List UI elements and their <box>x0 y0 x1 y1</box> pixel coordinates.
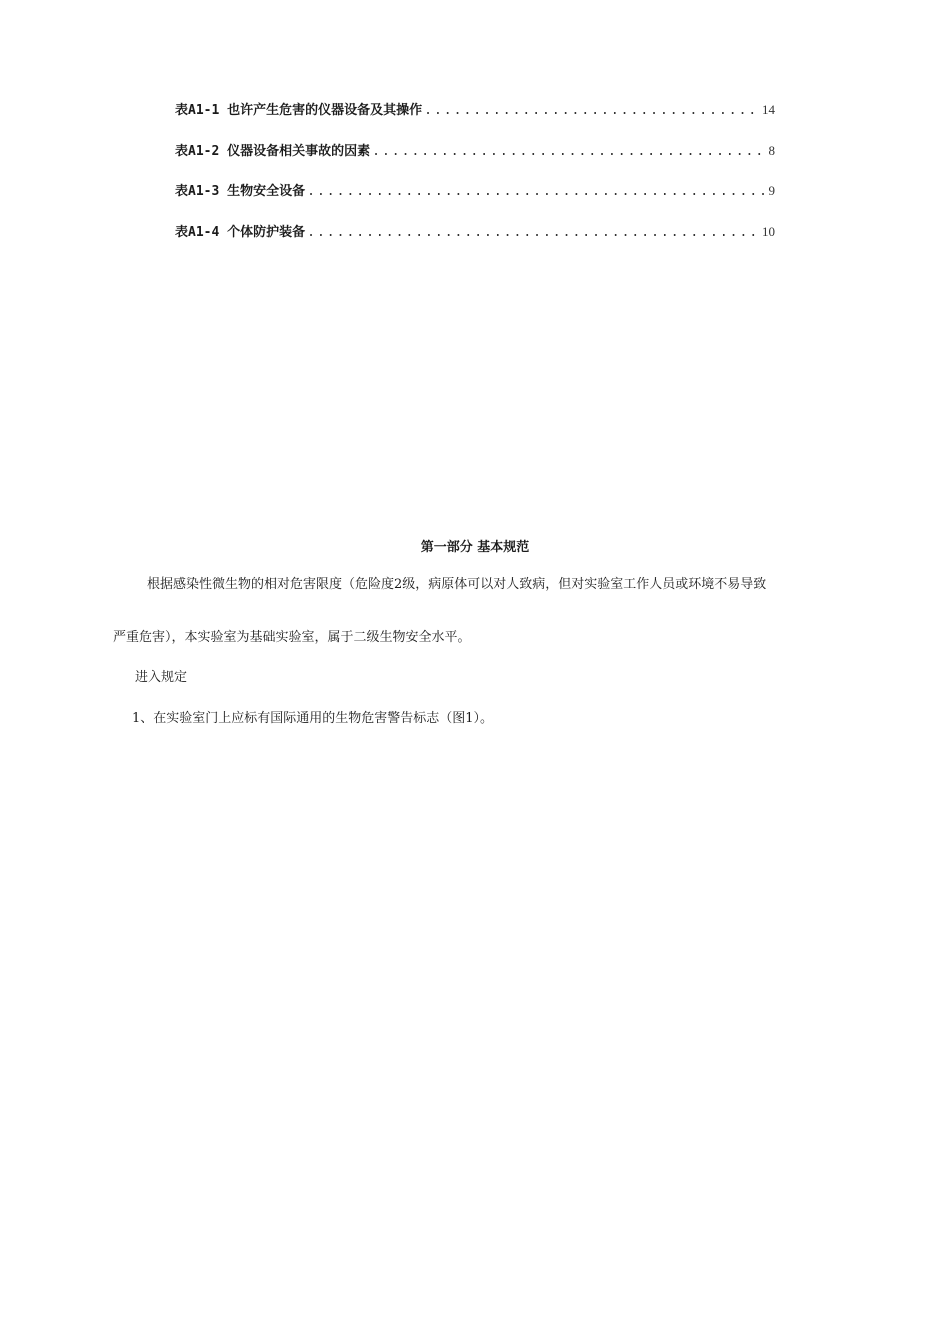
toc-entry[interactable] <box>175 100 775 120</box>
toc-entry-label: 表A1-2 仪器设备相关事故的因素 <box>175 143 371 159</box>
table-of-contents <box>175 100 775 262</box>
toc-dot-leader <box>307 182 766 202</box>
toc-page-number: 8 <box>768 142 775 158</box>
toc-entry-label: 表A1-4 个体防护装备 <box>175 224 306 240</box>
toc-entry-label: 表A1-3 生物安全设备 <box>175 184 306 199</box>
paragraph-line: 严重危害），本实验室为基础实验室，属于二级生物安全水平。 <box>113 630 471 645</box>
list-item: 1、在实验室门上应标有国际通用的生物危害警告标志（图1）。 <box>132 711 494 726</box>
toc-dot-leader <box>424 101 760 121</box>
paragraph-line: 根据感染性微生物的相对危害限度（危险度2级，病原体可以对人致病，但对实验室工作人员或环境不易导致 <box>147 577 767 592</box>
toc-entry-label: 表A1-1 也许产生危害的仪器设备及其操作 <box>175 103 423 118</box>
toc-entry[interactable] <box>175 222 775 242</box>
toc-page-number: 14 <box>762 102 775 117</box>
toc-page-number: 10 <box>762 223 775 239</box>
section-title: 第一部分 基本规范 <box>420 540 530 555</box>
toc-dot-leader <box>372 142 766 162</box>
toc-dot-leader <box>307 223 760 243</box>
subsection-heading: 进入规定 <box>135 670 188 685</box>
toc-entry[interactable] <box>175 141 775 161</box>
toc-entry[interactable] <box>175 181 775 201</box>
toc-page-number: 9 <box>768 183 775 198</box>
